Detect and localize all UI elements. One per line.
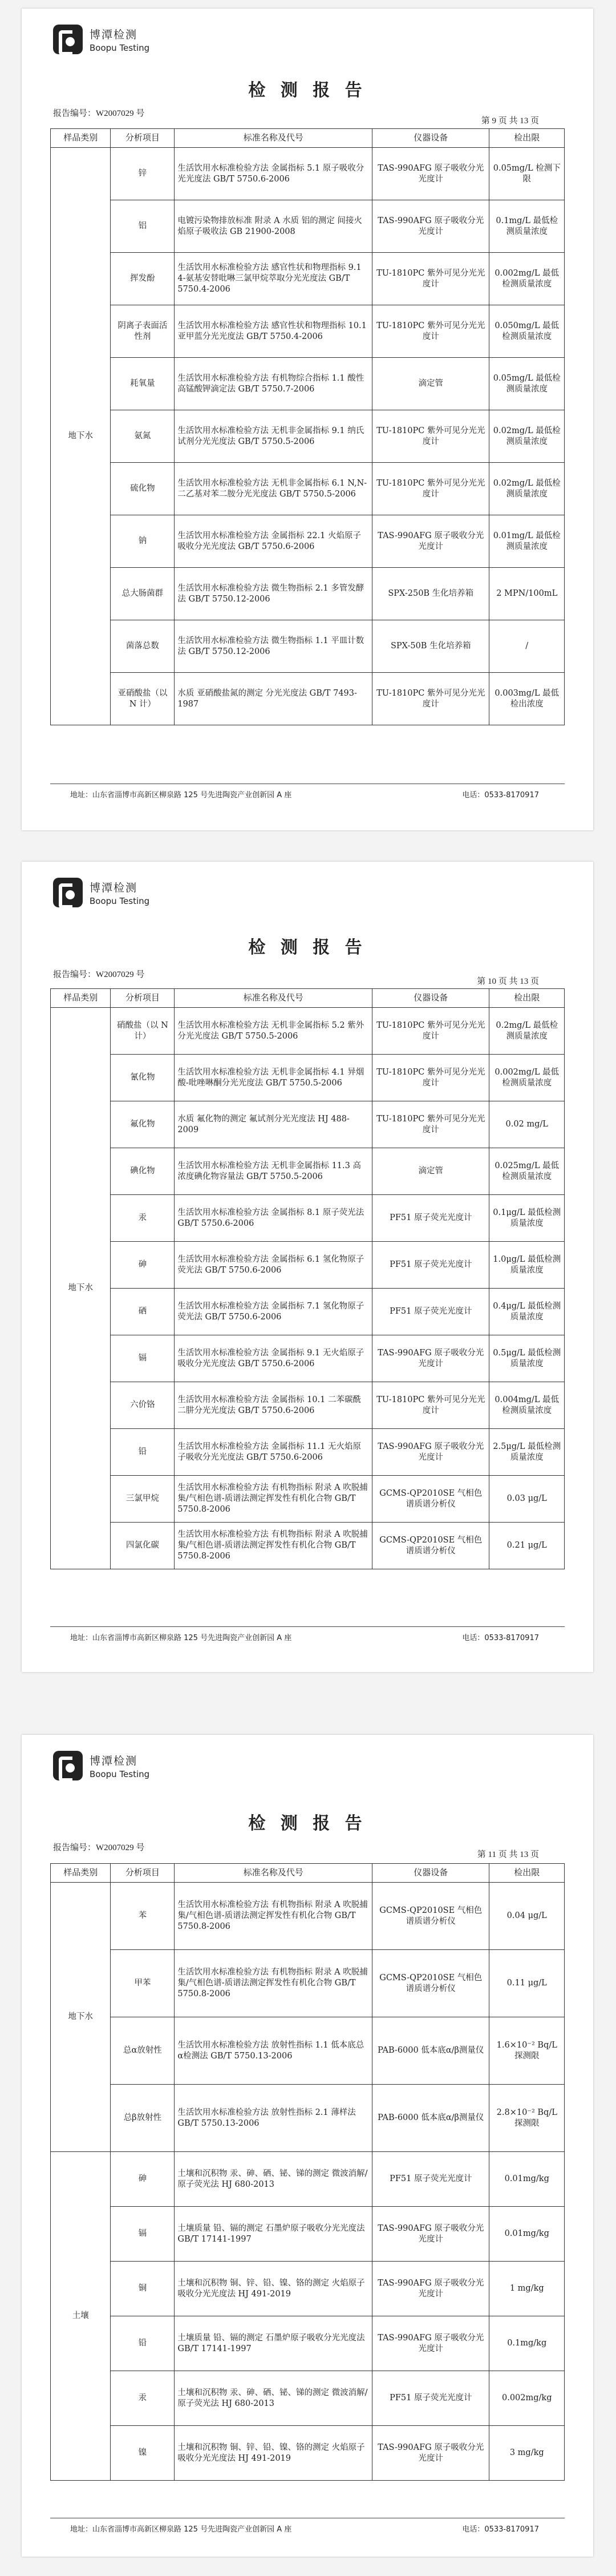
analysis-item: 挥发酚 <box>111 253 175 305</box>
table-row <box>51 673 565 725</box>
header-category: 样品类别 <box>51 1864 111 1883</box>
report-title: 检 测 报 告 <box>248 938 367 958</box>
detection-limit: 0.05mg/L 最低检测质量浓度 <box>489 358 565 410</box>
analysis-item: 甲苯 <box>111 1950 175 2017</box>
standard-name: 生活饮用水标准检验方法 微生物指标 1.1 平皿计数法 GB/T 5750.12-2006 <box>175 620 372 673</box>
table-row <box>51 2207 565 2262</box>
standard-name: 生活饮用水标准检验方法 感官性状和物理指标 10.1 亚甲蓝分光光度法 GB/T 5750.4-2006 <box>175 305 372 358</box>
sample-category: 地下水 <box>51 148 111 725</box>
standard-name: 生活饮用水标准检验方法 微生物指标 2.1 多管发酵法 GB/T 5750.12-2006 <box>175 568 372 620</box>
detection-limit: 3 mg/kg <box>489 2426 565 2481</box>
standard-name: 生活饮用水标准检验方法 金属指标 7.1 氢化物原子荧光法 GB/T 5750.6-2006 <box>175 1289 372 1335</box>
table-row <box>51 1476 565 1523</box>
analysis-item: 总β放射性 <box>111 2085 175 2152</box>
analysis-item: 氟化物 <box>111 1101 175 1148</box>
footer-address: 地址：山东省淄博市高新区柳泉路 125 号先进陶瓷产业创新园 A 座 <box>70 791 292 800</box>
table-row <box>51 515 565 568</box>
header-item: 分析项目 <box>111 989 175 1008</box>
page-number: 第 11 页 共 13 页 <box>477 1850 539 1859</box>
instrument: PF51 原子荧光光度计 <box>372 1242 489 1289</box>
analysis-item: 阴离子表面活性剂 <box>111 305 175 358</box>
instrument: TU-1810PC 紫外可见分光光度计 <box>372 673 489 725</box>
instrument: TAS-990AFG 原子吸收分光光度计 <box>372 148 489 200</box>
instrument: GCMS-QP2010SE 气相色谱质谱分析仪 <box>372 1950 489 2017</box>
table-row <box>51 253 565 305</box>
detection-limit: 0.004mg/L 最低检测质量浓度 <box>489 1382 565 1429</box>
instrument: PAB-6000 低本底α/β测量仪 <box>372 2017 489 2085</box>
analysis-item: 六价铬 <box>111 1382 175 1429</box>
analysis-item: 钠 <box>111 515 175 568</box>
report-title: 检 测 报 告 <box>248 80 367 100</box>
standard-name: 生活饮用水标准检验方法 无机非金属指标 9.1 纳氏试剂分光光度法 GB/T 5750.5-2006 <box>175 410 372 463</box>
header-category: 样品类别 <box>51 989 111 1008</box>
table-row <box>51 2316 565 2371</box>
instrument: 滴定管 <box>372 1148 489 1195</box>
analysis-item: 耗氧量 <box>111 358 175 410</box>
detection-limit: 0.03 μg/L <box>489 1476 565 1523</box>
page-footer <box>70 789 539 800</box>
table-row <box>51 1101 565 1148</box>
standard-name: 生活饮用水标准检验方法 有机物指标 附录 A 吹脱捕集/气相色谱-质谱法测定挥发性有机化合物 GB/T 5750.8-2006 <box>175 1523 372 1569</box>
report-page-10 <box>22 862 593 1672</box>
analysis-item: 镍 <box>111 2426 175 2481</box>
instrument: TU-1810PC 紫外可见分光光度计 <box>372 1101 489 1148</box>
brand-name-en: Boopu Testing <box>90 42 150 53</box>
detection-limit: 0.5μg/L 最低检测质量浓度 <box>489 1335 565 1382</box>
detection-limit: 1.0μg/L 最低检测质量浓度 <box>489 1242 565 1289</box>
table-row <box>51 2371 565 2426</box>
analysis-item: 苯 <box>111 1883 175 1950</box>
instrument: GCMS-QP2010SE 气相色谱质谱分析仪 <box>372 1476 489 1523</box>
brand-name-en: Boopu Testing <box>90 895 150 906</box>
table-row <box>51 1148 565 1195</box>
detection-limit: 2.8×10⁻² Bq/L 探测限 <box>489 2085 565 2152</box>
brand-name-cn: 博潭检测 <box>90 28 138 41</box>
detection-limit: 0.050mg/L 最低检测质量浓度 <box>489 305 565 358</box>
detection-limit: 0.4μg/L 最低检测质量浓度 <box>489 1289 565 1335</box>
instrument: TAS-990AFG 原子吸收分光光度计 <box>372 1335 489 1382</box>
analysis-item: 亚硝酸盐（以 N 计） <box>111 673 175 725</box>
standard-name: 水质 氟化物的测定 氟试剂分光光度法 HJ 488-2009 <box>175 1101 372 1148</box>
analysis-item: 汞 <box>111 1195 175 1242</box>
analysis-item: 氰化物 <box>111 1055 175 1101</box>
instrument: SPX-250B 生化培养箱 <box>372 568 489 620</box>
instrument: PF51 原子荧光光度计 <box>372 1195 489 1242</box>
instrument: SPX-50B 生化培养箱 <box>372 620 489 673</box>
instrument: 滴定管 <box>372 358 489 410</box>
brand-name-cn: 博潭检测 <box>90 1754 138 1767</box>
footer-phone: 电话：0533-8170917 <box>462 2525 539 2534</box>
detection-limit: 0.02 mg/L <box>489 1101 565 1148</box>
report-page-11 <box>22 1735 593 2557</box>
standard-name: 生活饮用水标准检验方法 无机非金属指标 11.3 高浓度碘化物容量法 GB/T 5750.5-2006 <box>175 1148 372 1195</box>
analysis-item: 硫化物 <box>111 463 175 515</box>
table-row <box>51 568 565 620</box>
table-row <box>51 2426 565 2481</box>
header-standard: 标准名称及代号 <box>175 129 372 148</box>
detection-limit: 1.6×10⁻² Bq/L 探测限 <box>489 2017 565 2085</box>
table-row <box>51 410 565 463</box>
analysis-item: 镉 <box>111 1335 175 1382</box>
table-row <box>51 148 565 200</box>
logo-icon <box>53 1751 83 1780</box>
detection-limit: / <box>489 620 565 673</box>
analysis-item: 锌 <box>111 148 175 200</box>
table-row <box>51 2152 565 2207</box>
standard-name: 生活饮用水标准检验方法 金属指标 11.1 无火焰原子吸收分光光度法 GB/T 5750.6-2006 <box>175 1429 372 1476</box>
standard-name: 生活饮用水标准检验方法 放射性指标 1.1 低本底总α检测法 GB/T 5750.13-2006 <box>175 2017 372 2085</box>
footer-address: 地址：山东省淄博市高新区柳泉路 125 号先进陶瓷产业创新园 A 座 <box>70 2525 292 2534</box>
brand-logo <box>53 878 149 907</box>
standard-name: 生活饮用水标准检验方法 放射性指标 2.1 薄样法 GB/T 5750.13-2006 <box>175 2085 372 2152</box>
detection-limit: 0.2mg/L 最低检测质量浓度 <box>489 1008 565 1055</box>
table-row <box>51 620 565 673</box>
instrument: TAS-990AFG 原子吸收分光光度计 <box>372 1429 489 1476</box>
page-number: 第 10 页 共 13 页 <box>477 977 539 986</box>
brand-name-cn: 博潭检测 <box>90 881 138 894</box>
standard-name: 土壤和沉积物 铜、锌、铅、镍、铬的测定 火焰原子吸收分光光度法 HJ 491-2019 <box>175 2262 372 2316</box>
analysis-item: 总大肠菌群 <box>111 568 175 620</box>
table-row <box>51 1950 565 2017</box>
standard-name: 生活饮用水标准检验方法 无机非金属指标 6.1 N,N-二乙基对苯二胺分光光度法 GB/T 5750.5-2006 <box>175 463 372 515</box>
standard-name: 生活饮用水标准检验方法 无机非金属指标 4.1 异烟酸-吡唑啉酮分光光度法 GB/T 5750.5-2006 <box>175 1055 372 1101</box>
analysis-item: 铅 <box>111 1429 175 1476</box>
standard-name: 生活饮用水标准检验方法 金属指标 9.1 无火焰原子吸收分光光度法 GB/T 5750.6-2006 <box>175 1335 372 1382</box>
header-item: 分析项目 <box>111 129 175 148</box>
table-row <box>51 463 565 515</box>
detection-limit: 0.02mg/L 最低检测质量浓度 <box>489 410 565 463</box>
report-page-9 <box>22 9 593 830</box>
table-row <box>51 1195 565 1242</box>
table-row <box>51 2017 565 2085</box>
instrument: GCMS-QP2010SE 气相色谱质谱分析仪 <box>372 1523 489 1569</box>
analysis-item: 铝 <box>111 200 175 253</box>
instrument: TU-1810PC 紫外可见分光光度计 <box>372 410 489 463</box>
instrument: TAS-990AFG 原子吸收分光光度计 <box>372 2426 489 2481</box>
analysis-item: 硒 <box>111 1289 175 1335</box>
standard-name: 生活饮用水标准检验方法 感官性状和物理指标 9.1 4-氨基安替吡啉三氯甲烷萃取分光光度法 GB/T 5750.4-2006 <box>175 253 372 305</box>
instrument: TU-1810PC 紫外可见分光光度计 <box>372 463 489 515</box>
header-instrument: 仪器设备 <box>372 129 489 148</box>
detection-limit: 2.5μg/L 最低检测质量浓度 <box>489 1429 565 1476</box>
standard-name: 生活饮用水标准检验方法 金属指标 8.1 原子荧光法 GB/T 5750.6-2006 <box>175 1195 372 1242</box>
table-row <box>51 200 565 253</box>
header-limit: 检出限 <box>489 989 565 1008</box>
analysis-item: 砷 <box>111 2152 175 2207</box>
standard-name: 生活饮用水标准检验方法 有机物指标 附录 A 吹脱捕集/气相色谱-质谱法测定挥发性有机化合物 GB/T 5750.8-2006 <box>175 1883 372 1950</box>
results-table <box>50 128 565 725</box>
table-row <box>51 1242 565 1289</box>
instrument: TAS-990AFG 原子吸收分光光度计 <box>372 2207 489 2262</box>
brand-logo <box>53 1751 149 1780</box>
standard-name: 电镀污染物排放标准 附录 A 水质 铝的测定 间接火焰原子吸收法 GB 21900-2008 <box>175 200 372 253</box>
table-row <box>51 1883 565 1950</box>
detection-limit: 0.002mg/L 最低检测质量浓度 <box>489 253 565 305</box>
detection-limit: 0.05mg/L 检测下限 <box>489 148 565 200</box>
table-row <box>51 2262 565 2316</box>
standard-name: 生活饮用水标准检验方法 有机物综合指标 1.1 酸性高锰酸钾滴定法 GB/T 5750.7-2006 <box>175 358 372 410</box>
detection-limit: 0.21 μg/L <box>489 1523 565 1569</box>
instrument: PAB-6000 低本底α/β测量仪 <box>372 2085 489 2152</box>
table-row <box>51 1335 565 1382</box>
results-table <box>50 1863 565 2481</box>
standard-name: 生活饮用水标准检验方法 金属指标 5.1 原子吸收分光光度法 GB/T 5750.6-2006 <box>175 148 372 200</box>
table-row <box>51 305 565 358</box>
header-item: 分析项目 <box>111 1864 175 1883</box>
detection-limit: 0.025mg/L 最低检测质量浓度 <box>489 1148 565 1195</box>
detection-limit: 0.11 μg/L <box>489 1950 565 2017</box>
footer-address: 地址：山东省淄博市高新区柳泉路 125 号先进陶瓷产业创新园 A 座 <box>70 1634 292 1642</box>
detection-limit: 0.04 μg/L <box>489 1883 565 1950</box>
table-row <box>51 1382 565 1429</box>
detection-limit: 0.1mg/L 最低检测质量浓度 <box>489 200 565 253</box>
analysis-item: 铜 <box>111 2262 175 2316</box>
standard-name: 生活饮用水标准检验方法 金属指标 10.1 二苯碳酰二肼分光光度法 GB/T 5750.6-2006 <box>175 1382 372 1429</box>
analysis-item: 总α放射性 <box>111 2017 175 2085</box>
detection-limit: 0.003mg/L 最低检出浓度 <box>489 673 565 725</box>
report-number: 报告编号：W2007029 号 <box>53 109 145 118</box>
header-standard: 标准名称及代号 <box>175 989 372 1008</box>
standard-name: 生活饮用水标准检验方法 金属指标 22.1 火焰原子吸收分光光度法 GB/T 5750.6-2006 <box>175 515 372 568</box>
detection-limit: 0.002mg/kg <box>489 2371 565 2426</box>
footer-phone: 电话：0533-8170917 <box>462 1634 539 1642</box>
detection-limit: 2 MPN/100mL <box>489 568 565 620</box>
footer-phone: 电话：0533-8170917 <box>462 791 539 800</box>
page-number: 第 9 页 共 13 页 <box>481 116 539 126</box>
analysis-item: 四氯化碳 <box>111 1523 175 1569</box>
standard-name: 土壤质量 铅、镉的测定 石墨炉原子吸收分光光度法 GB/T 17141-1997 <box>175 2207 372 2262</box>
logo-icon <box>53 25 83 54</box>
sample-category: 地下水 <box>51 1008 111 1569</box>
analysis-item: 硝酸盐（以 N 计） <box>111 1008 175 1055</box>
analysis-item: 汞 <box>111 2371 175 2426</box>
detection-limit: 0.02mg/L 最低检测质量浓度 <box>489 463 565 515</box>
report-number: 报告编号：W2007029 号 <box>53 970 145 979</box>
page-footer <box>70 1632 539 1642</box>
header-category: 样品类别 <box>51 129 111 148</box>
sample-category: 地下水 <box>51 1883 111 2152</box>
analysis-item: 菌落总数 <box>111 620 175 673</box>
sample-category: 土壤 <box>51 2152 111 2481</box>
instrument: PF51 原子荧光光度计 <box>372 2152 489 2207</box>
instrument: TU-1810PC 紫外可见分光光度计 <box>372 253 489 305</box>
standard-name: 土壤质量 铅、镉的测定 石墨炉原子吸收分光光度法 GB/T 17141-1997 <box>175 2316 372 2371</box>
detection-limit: 0.01mg/kg <box>489 2152 565 2207</box>
footer-divider <box>50 1626 565 1627</box>
header-instrument: 仪器设备 <box>372 1864 489 1883</box>
detection-limit: 0.01mg/L 最低检测质量浓度 <box>489 515 565 568</box>
table-row <box>51 1523 565 1569</box>
standard-name: 生活饮用水标准检验方法 无机非金属指标 5.2 紫外分光光度法 GB/T 5750.5-2006 <box>175 1008 372 1055</box>
detection-limit: 0.01mg/kg <box>489 2207 565 2262</box>
header-limit: 检出限 <box>489 1864 565 1883</box>
instrument: TU-1810PC 紫外可见分光光度计 <box>372 1008 489 1055</box>
analysis-item: 碘化物 <box>111 1148 175 1195</box>
table-row <box>51 358 565 410</box>
instrument: TAS-990AFG 原子吸收分光光度计 <box>372 2316 489 2371</box>
table-row <box>51 1008 565 1055</box>
instrument: PF51 原子荧光光度计 <box>372 1289 489 1335</box>
standard-name: 水质 亚硝酸盐氮的测定 分光光度法 GB/T 7493-1987 <box>175 673 372 725</box>
instrument: TAS-990AFG 原子吸收分光光度计 <box>372 515 489 568</box>
instrument: TAS-990AFG 原子吸收分光光度计 <box>372 2262 489 2316</box>
detection-limit: 1 mg/kg <box>489 2262 565 2316</box>
instrument: PF51 原子荧光光度计 <box>372 2371 489 2426</box>
logo-icon <box>53 878 83 907</box>
analysis-item: 砷 <box>111 1242 175 1289</box>
detection-limit: 0.1μg/L 最低检测质量浓度 <box>489 1195 565 1242</box>
brand-logo <box>53 25 149 54</box>
standard-name: 土壤和沉积物 汞、砷、硒、铋、锑的测定 微波消解/原子荧光法 HJ 680-2013 <box>175 2371 372 2426</box>
report-title: 检 测 报 告 <box>248 1814 367 1834</box>
page-footer <box>70 2523 539 2534</box>
table-row <box>51 2085 565 2152</box>
detection-limit: 0.002mg/L 最低检测质量浓度 <box>489 1055 565 1101</box>
results-table <box>50 988 565 1569</box>
instrument: TAS-990AFG 原子吸收分光光度计 <box>372 200 489 253</box>
instrument: TU-1810PC 紫外可见分光光度计 <box>372 305 489 358</box>
standard-name: 土壤和沉积物 铜、锌、铅、镍、铬的测定 火焰原子吸收分光光度法 HJ 491-2019 <box>175 2426 372 2481</box>
header-standard: 标准名称及代号 <box>175 1864 372 1883</box>
brand-name-en: Boopu Testing <box>90 1769 150 1779</box>
instrument: GCMS-QP2010SE 气相色谱质谱分析仪 <box>372 1883 489 1950</box>
standard-name: 生活饮用水标准检验方法 有机物指标 附录 A 吹脱捕集/气相色谱-质谱法测定挥发性有机化合物 GB/T 5750.8-2006 <box>175 1950 372 2017</box>
standard-name: 土壤和沉积物 汞、砷、硒、铋、锑的测定 微波消解/原子荧光法 HJ 680-2013 <box>175 2152 372 2207</box>
analysis-item: 三氯甲烷 <box>111 1476 175 1523</box>
table-row <box>51 1289 565 1335</box>
standard-name: 生活饮用水标准检验方法 有机物指标 附录 A 吹脱捕集/气相色谱-质谱法测定挥发性有机化合物 GB/T 5750.8-2006 <box>175 1476 372 1523</box>
standard-name: 生活饮用水标准检验方法 金属指标 6.1 氢化物原子荧光法 GB/T 5750.6-2006 <box>175 1242 372 1289</box>
analysis-item: 镉 <box>111 2207 175 2262</box>
analysis-item: 氨氮 <box>111 410 175 463</box>
header-instrument: 仪器设备 <box>372 989 489 1008</box>
table-row <box>51 1429 565 1476</box>
report-number: 报告编号：W2007029 号 <box>53 1843 145 1852</box>
header-limit: 检出限 <box>489 129 565 148</box>
instrument: TU-1810PC 紫外可见分光光度计 <box>372 1382 489 1429</box>
table-row <box>51 1055 565 1101</box>
detection-limit: 0.1mg/kg <box>489 2316 565 2371</box>
analysis-item: 铅 <box>111 2316 175 2371</box>
instrument: TU-1810PC 紫外可见分光光度计 <box>372 1055 489 1101</box>
